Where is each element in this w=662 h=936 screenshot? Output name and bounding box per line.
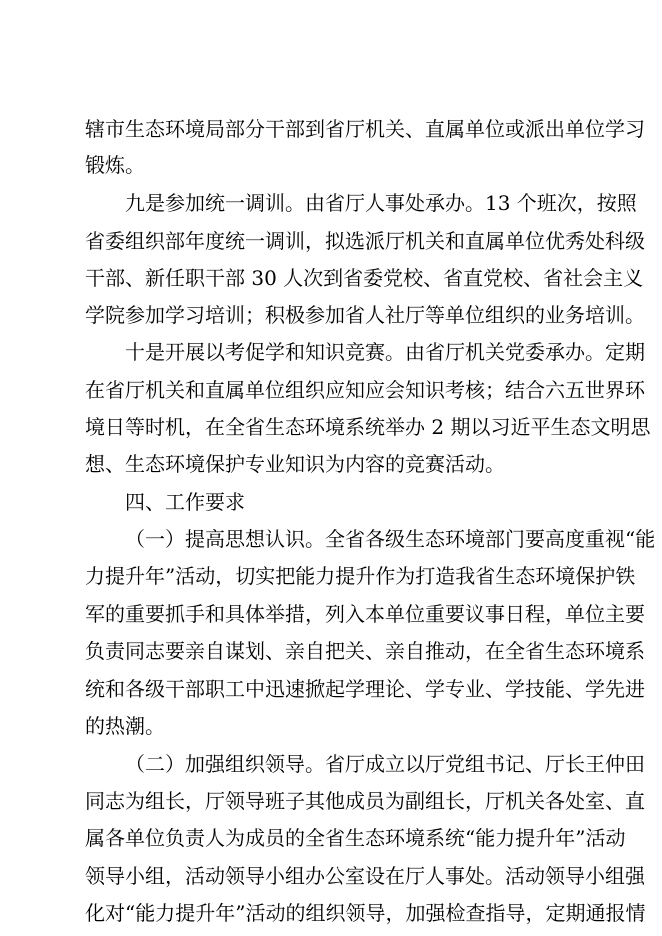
text-line: 化对“能力提升年”活动的组织领导，加强检查指导，定期通报情 — [85, 901, 646, 925]
text-line: 省委组织部年度统一调训，拟选派厅机关和直属单位优秀处科级 — [85, 229, 645, 253]
text-line: 军的重要抓手和具体举措，列入本单位重要议事日程，单位主要 — [85, 602, 645, 626]
text-line: 境日等时机，在全省生态环境系统举办 2 期以习近平生态文明思 — [85, 415, 651, 439]
text-line: 负责同志要亲自谋划、亲自把关、亲自推动，在全省生态环境系 — [85, 639, 645, 663]
text-line: 学院参加学习培训；积极参加省人社厅等单位组织的业务培训。 — [85, 303, 645, 327]
text-line: 在省厅机关和直属单位组织应知应会知识考核；结合六五世界环 — [85, 378, 645, 402]
text-line: 统和各级干部职工中迅速掀起学理论、学专业、学技能、学先进 — [85, 677, 645, 701]
text-line: 九是参加统一调训。由省厅人事处承办。13 个班次，按照 — [125, 191, 637, 215]
text-line: 锻炼。 — [85, 153, 145, 177]
text-line: 同志为组长，厅领导班子其他成员为副组长，厅机关各处室、直 — [85, 789, 645, 813]
text-line: （一）提高思想认识。全省各级生态环境部门要高度重视“能 — [125, 527, 656, 551]
text-line: 辖市生态环境局部分干部到省厅机关、直属单位或派出单位学习 — [85, 117, 645, 141]
text-line: 十是开展以考促学和知识竞赛。由省厅机关党委承办。定期 — [125, 340, 645, 364]
text-line: 领导小组，活动领导小组办公室设在厅人事处。活动领导小组强 — [85, 864, 645, 888]
text-line: 力提升年”活动，切实把能力提升作为打造我省生态环境保护铁 — [85, 564, 636, 588]
section-heading: 四、工作要求 — [125, 490, 245, 514]
text-line: 干部、新任职干部 30 人次到省委党校、省直党校、省社会主义 — [85, 266, 644, 290]
text-line: 想、生态环境保护专业知识为内容的竞赛活动。 — [85, 452, 505, 476]
text-line: 属各单位负责人为成员的全省生态环境系统“能力提升年”活动 — [85, 826, 626, 850]
text-line: （二）加强组织领导。省厅成立以厅党组书记、厅长王仲田 — [125, 752, 645, 776]
text-line: 的热潮。 — [85, 714, 165, 738]
